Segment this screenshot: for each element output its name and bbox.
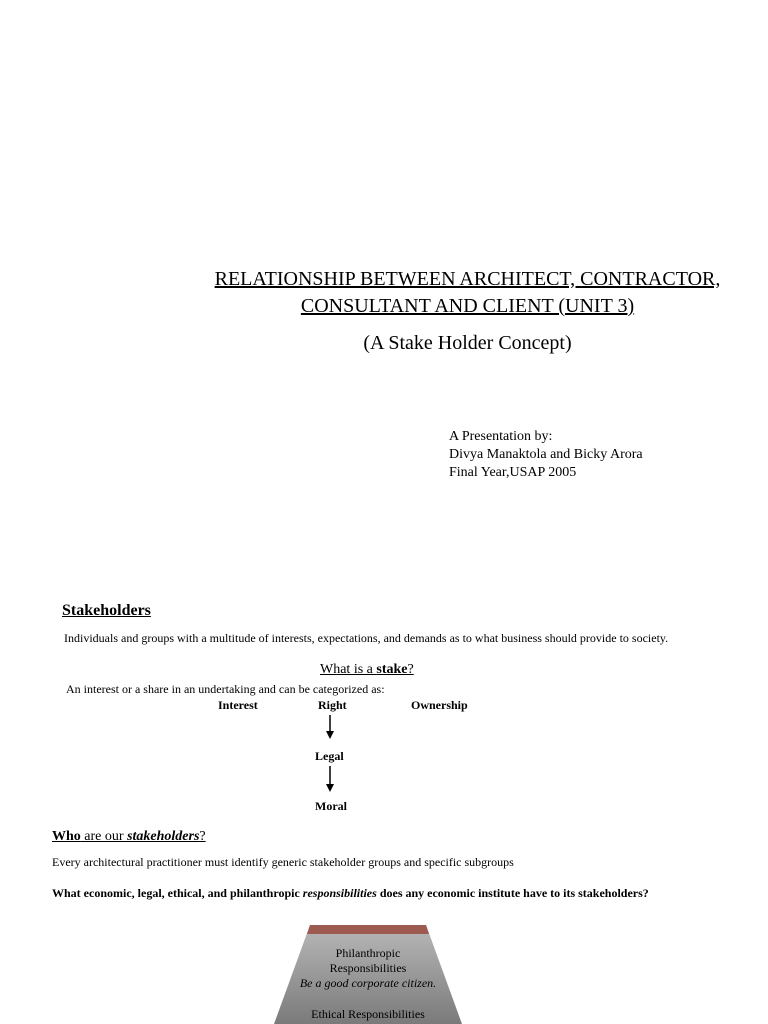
who-word: Who xyxy=(52,829,81,844)
title-line-2: CONSULTANT AND CLIENT (UNIT 3) xyxy=(300,295,635,317)
document-subtitle: (A Stake Holder Concept) xyxy=(363,332,572,354)
who-heading xyxy=(52,829,206,845)
pyramid-level1-title-a: Philanthropic xyxy=(335,946,401,960)
responsibilities-question xyxy=(52,886,649,901)
category-interest: Interest xyxy=(218,698,258,712)
stake-question xyxy=(320,662,414,678)
who-end: ? xyxy=(199,829,206,844)
pyramid-top-band xyxy=(307,925,429,934)
stake-question-pre: What is a xyxy=(320,662,377,677)
right-moral-label: Moral xyxy=(315,799,347,813)
arrow-down-icon xyxy=(323,765,337,793)
presenter-line-1: A Presentation by: xyxy=(449,429,553,444)
stakeholders-heading: Stakeholders xyxy=(62,602,151,619)
category-ownership: Ownership xyxy=(411,698,468,712)
category-right: Right xyxy=(318,698,347,712)
arrow-down-icon xyxy=(323,714,337,740)
resp-question-term: responsibilities xyxy=(302,886,377,900)
right-legal-label: Legal xyxy=(315,749,344,763)
document-title xyxy=(190,266,745,320)
who-middle: are our xyxy=(80,829,128,844)
pyramid-level1-title-b: Responsibilities xyxy=(329,961,407,975)
who-text: Every architectural practitioner must identify generic stakeholder groups and specific subgroups xyxy=(52,855,514,869)
resp-question-post: does any economic institute have to its stakeholders? xyxy=(376,886,649,900)
who-term: stakeholders xyxy=(127,829,200,844)
title-line-1: RELATIONSHIP BETWEEN ARCHITECT, CONTRACTOR, xyxy=(214,268,721,290)
presenter-block xyxy=(449,428,643,482)
stakeholders-definition: Individuals and groups with a multitude of interests, expectations, and demands as to what business should provide to society. xyxy=(64,631,669,645)
resp-question-pre: What economic, legal, ethical, and philanthropic xyxy=(52,886,303,900)
presenter-line-2: Divya Manaktola and Bicky Arora xyxy=(449,447,643,462)
stake-question-post: ? xyxy=(407,662,414,677)
pyramid-level2-title: Ethical Responsibilities xyxy=(311,1007,425,1021)
presenter-line-3: Final Year,USAP 2005 xyxy=(449,465,577,480)
stake-question-term: stake xyxy=(376,662,408,677)
stake-definition: An interest or a share in an undertaking and can be categorized as: xyxy=(66,682,385,696)
pyramid-level1-sub: Be a good corporate citizen. xyxy=(299,976,437,990)
